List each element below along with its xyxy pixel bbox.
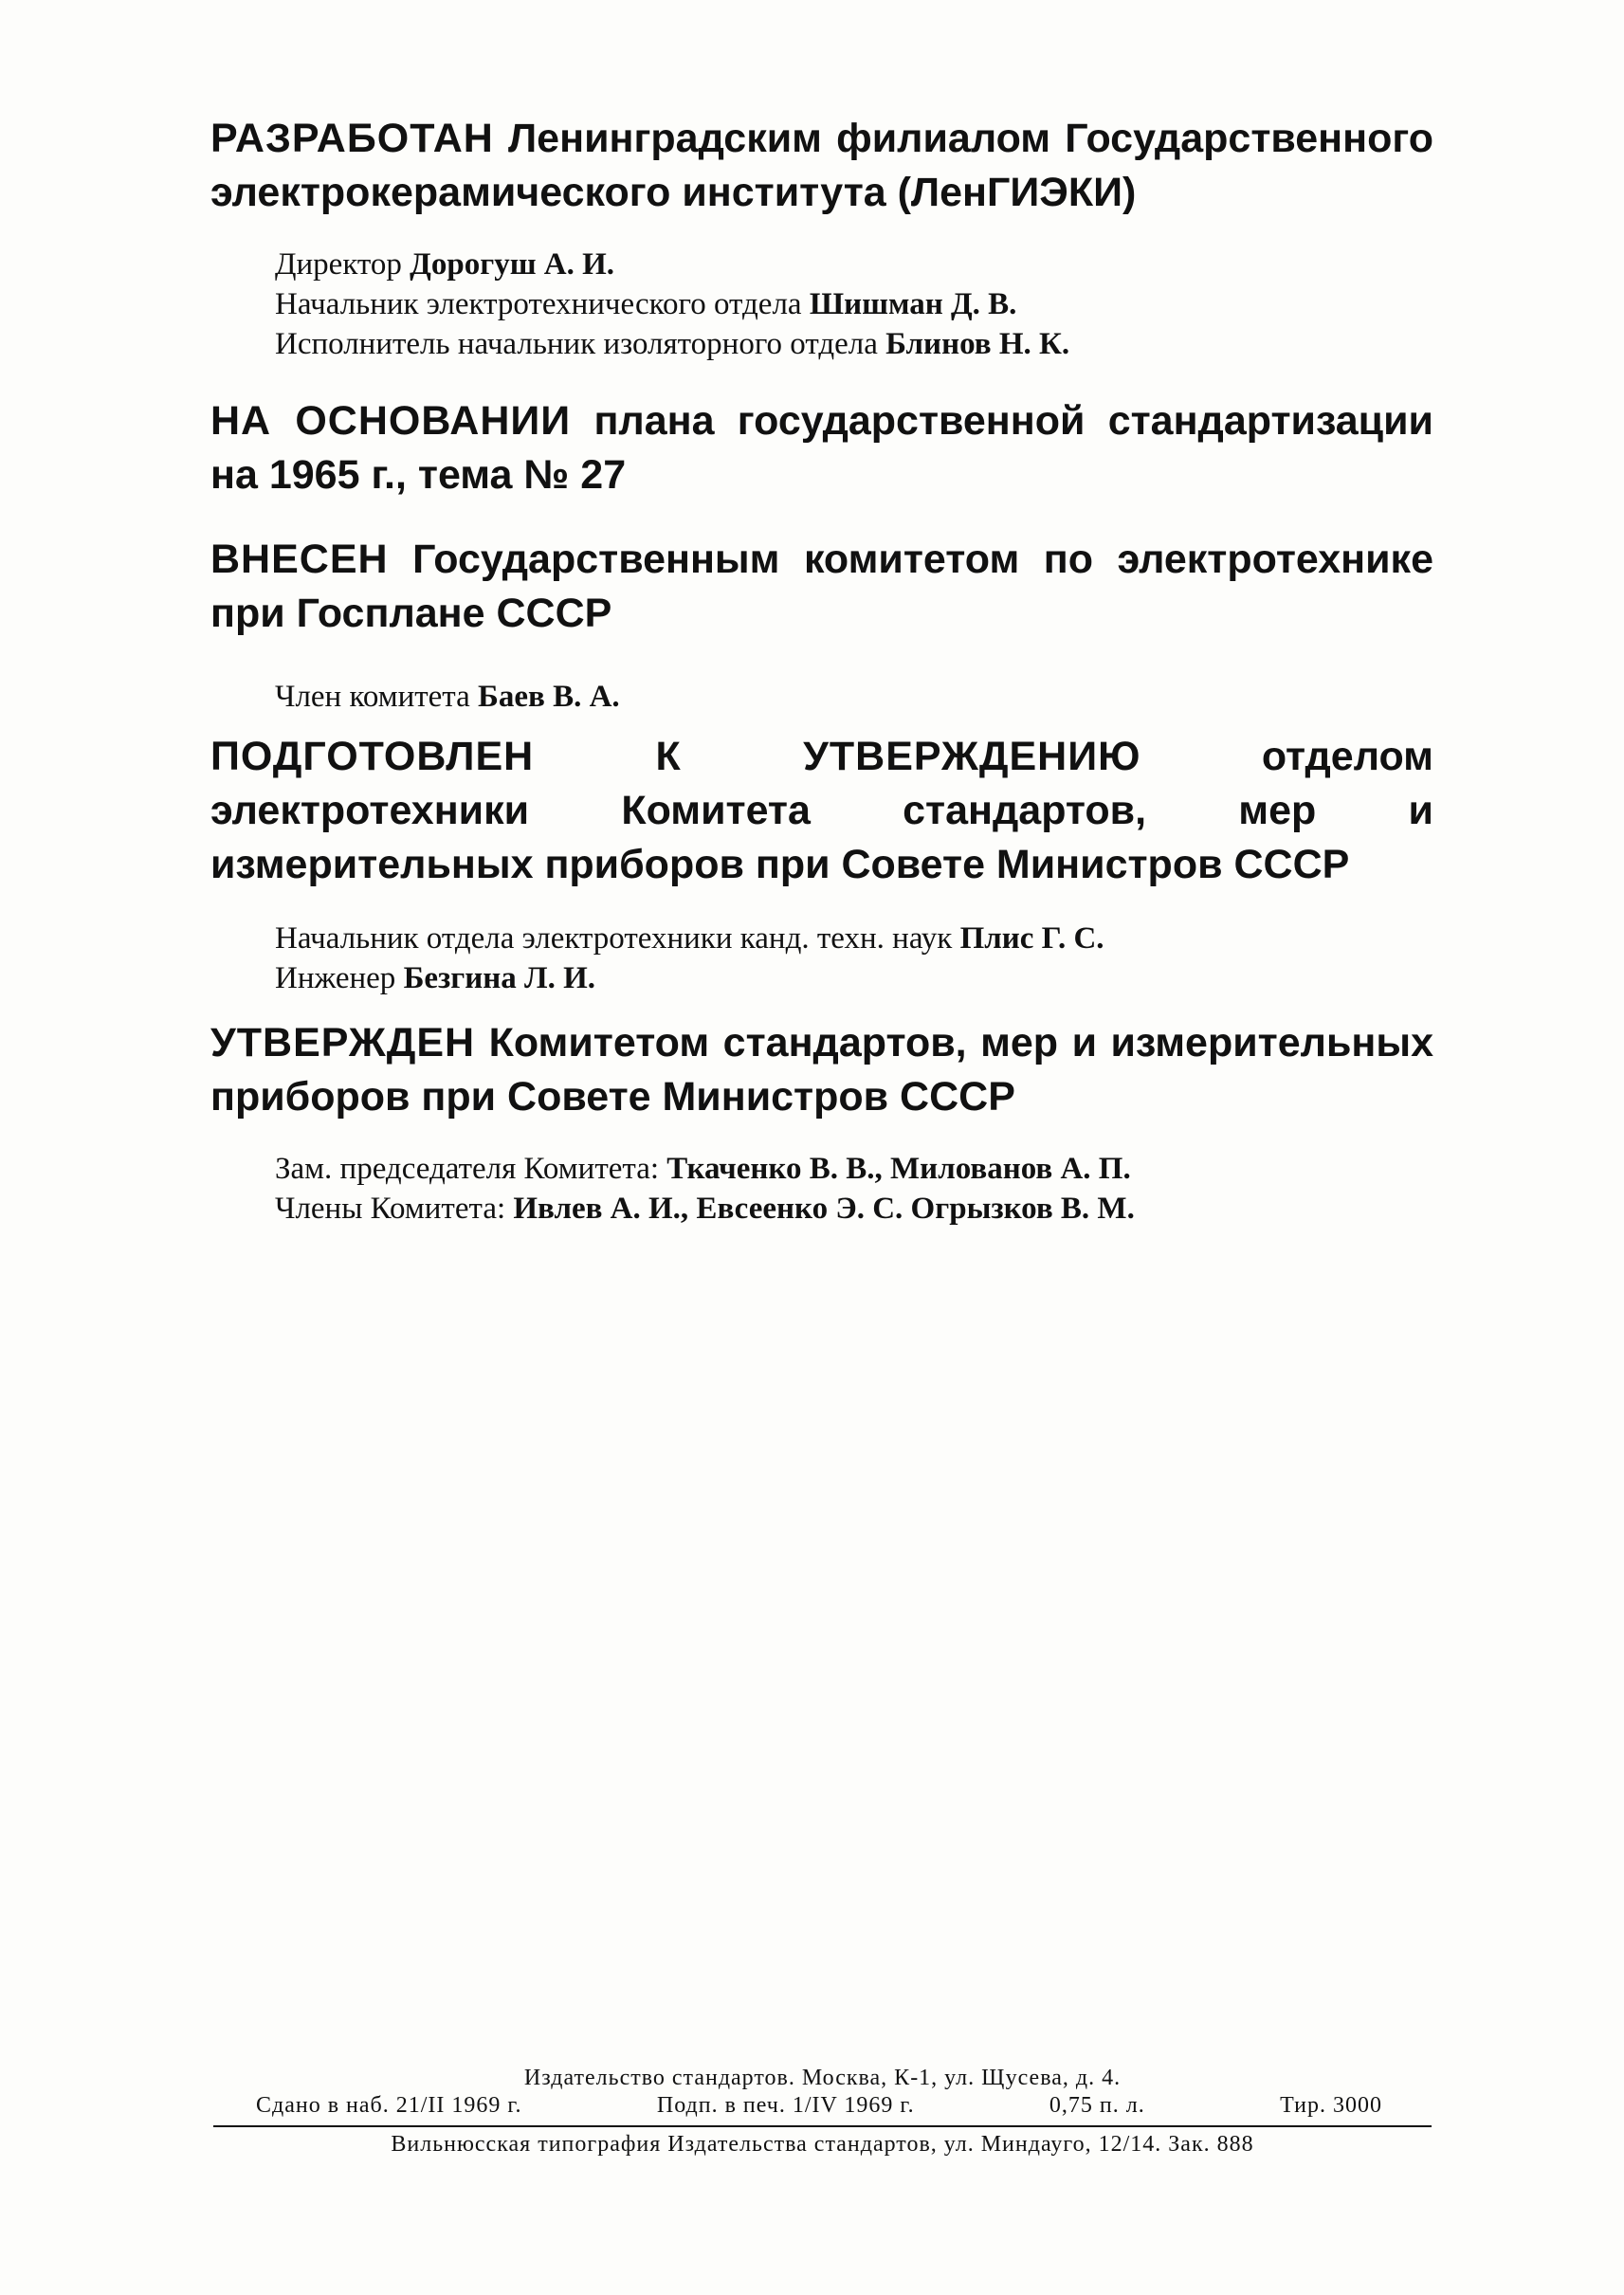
person-line bbox=[275, 324, 1433, 364]
person-name: Плис Г. С. bbox=[959, 921, 1104, 956]
person-name: Дорогуш А. И. bbox=[410, 247, 615, 282]
section-keyword: РАЗРАБОТАН bbox=[210, 116, 494, 161]
person-role: Директор bbox=[275, 247, 402, 282]
imprint-sheets: 0,75 п. л. bbox=[1049, 2093, 1145, 2118]
person-line bbox=[275, 1189, 1433, 1229]
person-role: Член комитета bbox=[275, 680, 470, 714]
person-name: Баев В. А. bbox=[478, 680, 620, 714]
imprint-details bbox=[213, 2092, 1432, 2120]
section-text: Комитетом стандартов, мер и измерительных приборов при Совете Министров СССР bbox=[210, 1020, 1433, 1120]
section-text: плана государственной стандартизации на 1965 г., тема № 27 bbox=[210, 398, 1433, 498]
imprint-divider bbox=[213, 2125, 1432, 2127]
section-people bbox=[210, 919, 1433, 998]
person-line bbox=[275, 1149, 1433, 1189]
imprint-signed: Подп. в печ. 1/IV 1969 г. bbox=[656, 2093, 915, 2118]
person-role: Инженер bbox=[275, 961, 396, 995]
person-role: Исполнитель начальник изоляторного отдела bbox=[275, 327, 878, 361]
section-submitted bbox=[210, 533, 1433, 717]
imprint-print-run: Тир. 3000 bbox=[1280, 2093, 1382, 2118]
person-name: Шишман Д. В. bbox=[809, 287, 1017, 321]
person-role: Начальник отдела электротехники канд. техн. наук bbox=[275, 921, 953, 956]
person-line bbox=[275, 284, 1433, 324]
imprint-publisher: Издательство стандартов. Москва, К-1, ул. Щусева, д. 4. bbox=[523, 2066, 1122, 2090]
person-line bbox=[275, 677, 1433, 717]
section-basis bbox=[210, 394, 1433, 502]
person-role: Начальник электротехнического отдела bbox=[275, 287, 802, 321]
imprint-printer: Вильнюсская типография Издательства стандартов, ул. Миндауго, 12/14. Зак. 888 bbox=[391, 2132, 1254, 2157]
person-name: Блинов Н. К. bbox=[885, 327, 1070, 361]
section-heading bbox=[210, 730, 1433, 892]
section-text: Ленинградским филиалом Государственного электрокерамического института (ЛенГИЭКИ) bbox=[210, 116, 1433, 215]
section-people bbox=[210, 677, 1433, 717]
section-approved bbox=[210, 1016, 1433, 1229]
section-text: Государственным комитетом по электротехнике при Госплане СССР bbox=[210, 537, 1433, 636]
person-name: Ткаченко В. В., Милованов А. П. bbox=[666, 1152, 1131, 1186]
person-line bbox=[275, 958, 1433, 998]
section-people bbox=[210, 1149, 1433, 1229]
person-name: Безгина Л. И. bbox=[403, 961, 596, 995]
section-people bbox=[210, 245, 1433, 364]
person-role: Члены Комитета: bbox=[275, 1192, 506, 1226]
imprint-sent: Сдано в наб. 21/II 1969 г. bbox=[256, 2093, 522, 2118]
person-role: Зам. председателя Комитета: bbox=[275, 1152, 660, 1186]
section-keyword: ВНЕСЕН bbox=[210, 537, 389, 582]
section-keyword: УТВЕРЖДЕН bbox=[210, 1020, 476, 1066]
person-line bbox=[275, 919, 1433, 958]
person-line bbox=[275, 245, 1433, 284]
section-keyword: ПОДГОТОВЛЕН К УТВЕРЖДЕНИЮ bbox=[210, 734, 1141, 779]
section-heading bbox=[210, 1016, 1433, 1124]
imprint bbox=[213, 2065, 1432, 2158]
section-heading bbox=[210, 112, 1433, 220]
person-name: Ивлев А. И., Евсеенко Э. С. Огрызков В. М. bbox=[513, 1192, 1135, 1226]
section-heading bbox=[210, 533, 1433, 641]
section-text: отделом электротехники Комитета стандартов, мер и измерительных приборов при Совете Министров СССР bbox=[210, 734, 1433, 887]
section-prepared bbox=[210, 730, 1433, 998]
section-heading bbox=[210, 394, 1433, 502]
section-keyword: НА ОСНОВАНИИ bbox=[210, 398, 572, 444]
section-developed bbox=[210, 112, 1433, 364]
